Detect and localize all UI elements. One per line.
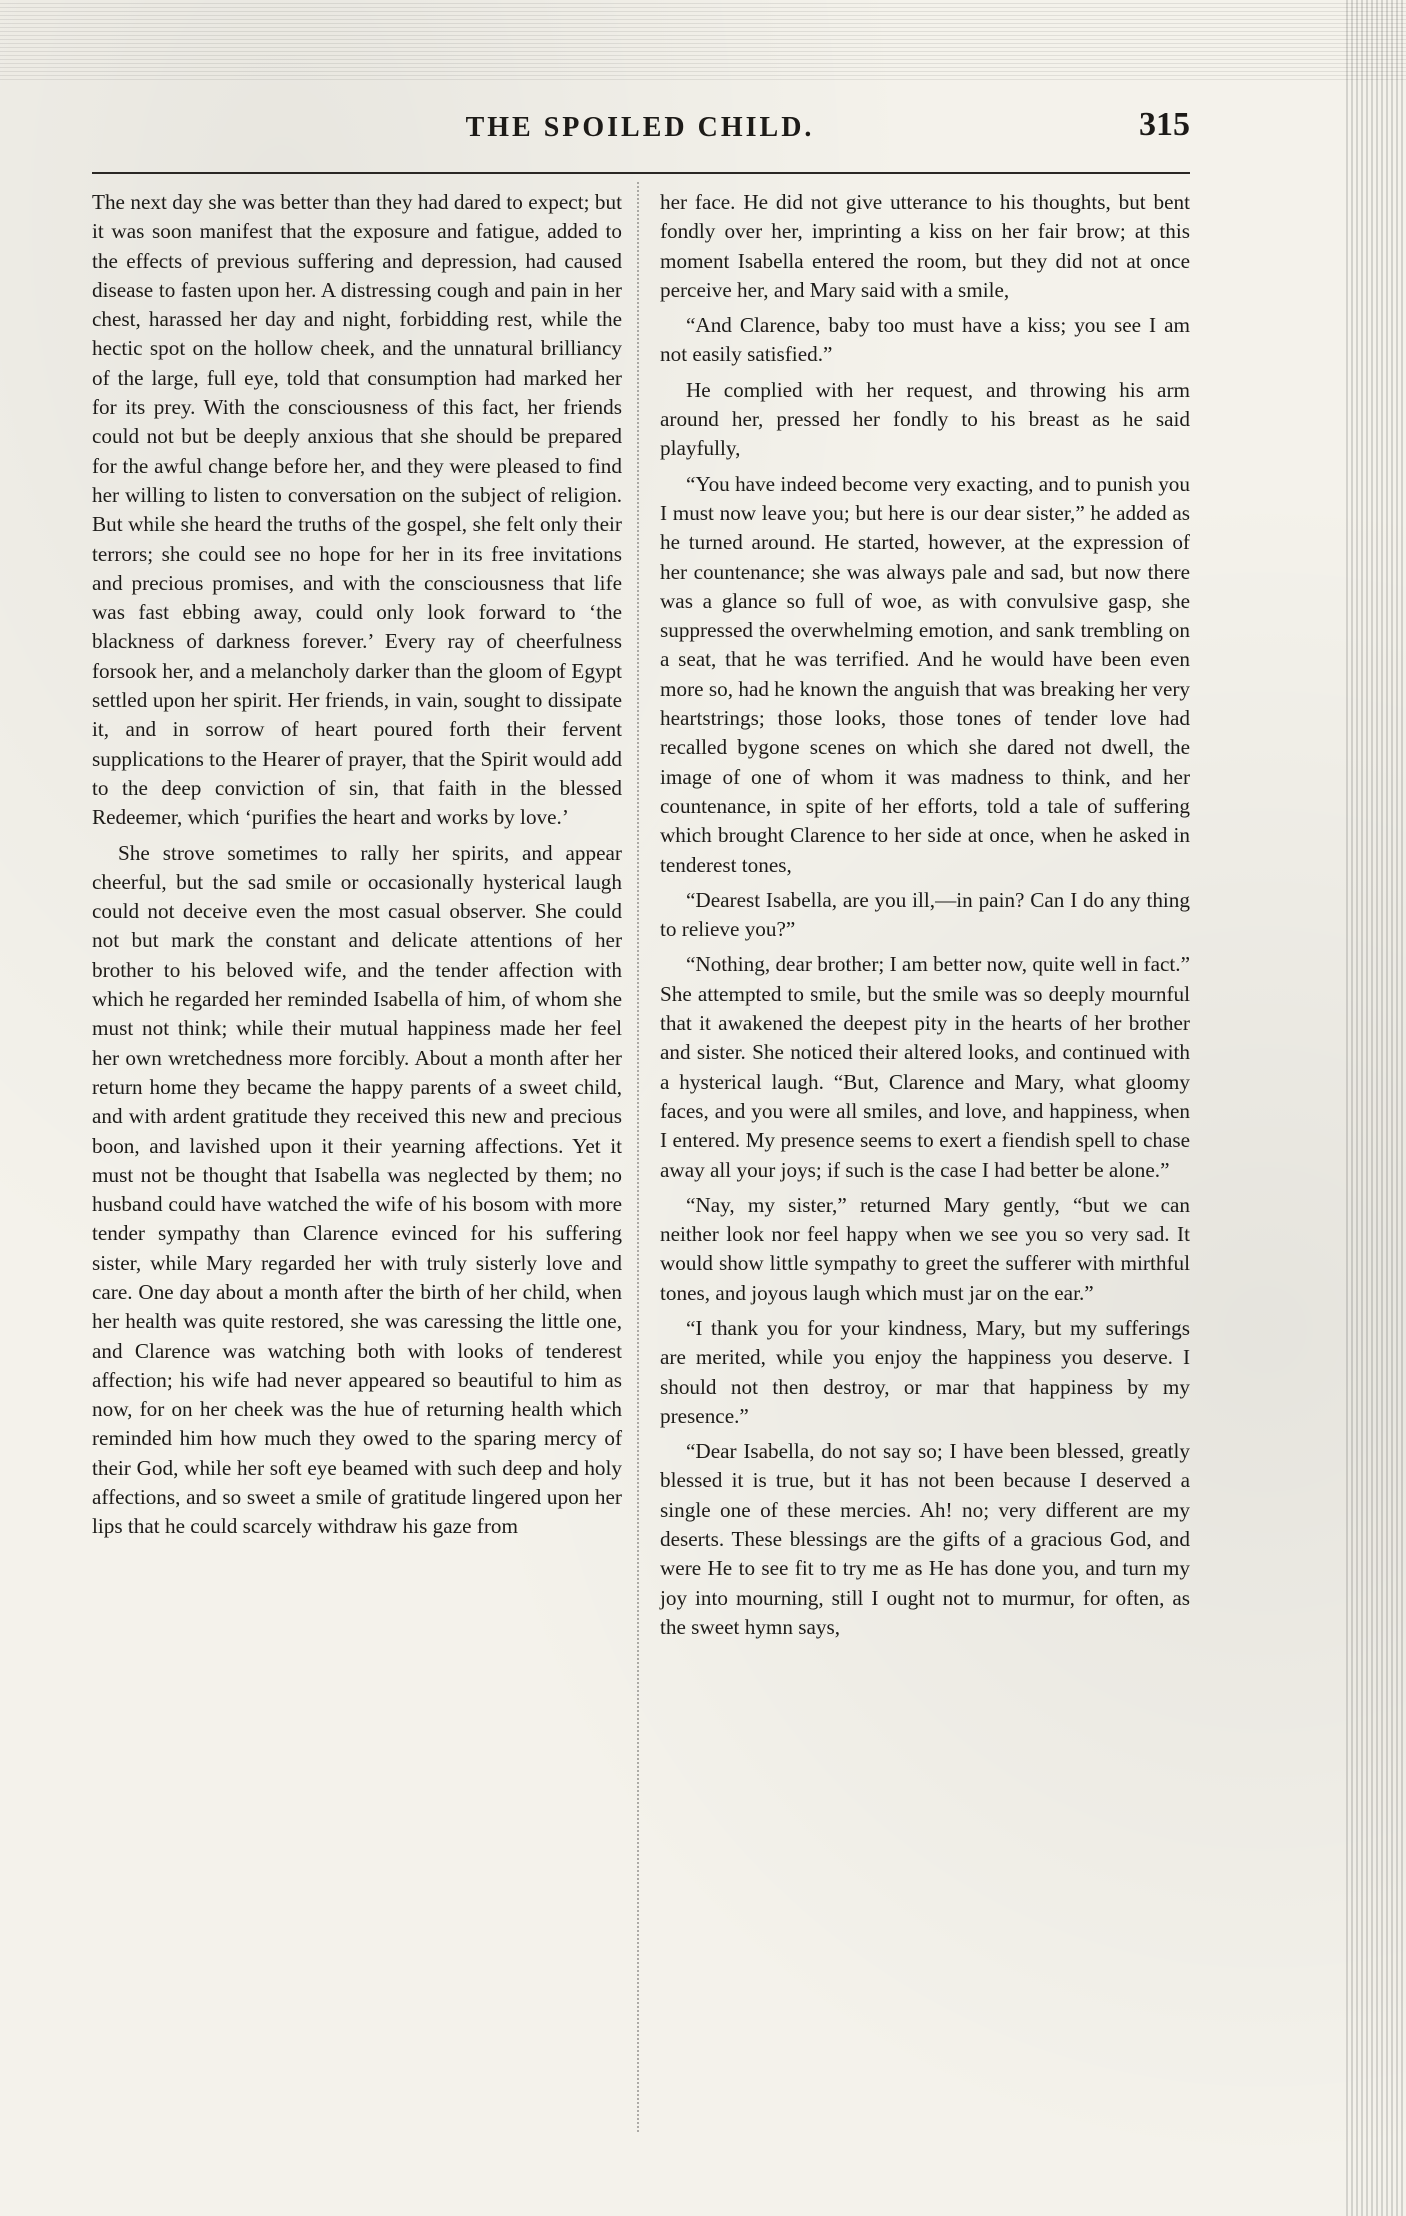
paragraph: “Nay, my sister,” returned Mary gently, “but we can neither look nor feel happy when we see you so very sad. It would show little sympathy to greet the sufferer with mirthful tones, and joyous laugh which must jar on the ear.” [660,1192,1190,1305]
paragraph: “I thank you for your kindness, Mary, but my sufferings are merited, while you enjoy the happiness you deserve. I should not then destroy, or mar that happiness by my presence.” [660,1315,1190,1428]
paragraph: “And Clarence, baby too must have a kiss; you see I am not easily satisfied.” [660,313,1190,367]
paragraph: “Dear Isabella, do not say so; I have been blessed, greatly blessed it is true, but it has not been because I deserved a single one of these mercies. Ah! no; very different are my deserts. These blessings are the gifts of a gracious God, and were He to see fit to try me as He has done you, and turn my joy into mourning, still I ought not to murmur, for often, as the sweet hymn says, [660,1439,1190,1639]
scan-edge-top [0,0,1406,80]
page-header [90,100,1190,160]
page-number: 315 [1139,106,1190,143]
paragraph: “You have indeed become very exacting, and to punish you I must now leave you; but here is our dear sister,” he added as he turned around. He started, however, at the expression of her countenance; she was always pale and sad, but now there was a glance so full of woe, as with convulsive gasp, she suppressed the overwhelming emotion, and sank trembling on a seat, that he was terrified. And he would have been even more so, had he known the anguish that was breaking her very heartstrings; those looks, those tones of tender love had recalled bygone scenes on which she dared not dwell, the image of one of whom it was madness to think, and her countenance, in spite of her efforts, told a tale of suffering which brought Clarence to her side at once, when he asked in tenderest tones, [660,471,1190,877]
running-title: THE SPOILED CHILD. [465,112,815,143]
header-rule [92,172,1190,174]
paragraph: He complied with her request, and throwing his arm around her, pressed her fondly to his breast as he said playfully, [660,377,1190,461]
paragraph: The next day she was better than they had dared to expect; but it was soon manifest that the exposure and fatigue, added to the effects of previous suffering and depression, had caused disease to fasten upon her. A distressing cough and pain in her chest, harassed her day and night, forbidding rest, while the hectic spot on the hollow cheek, and the unnatural brilliancy of the large, full eye, told that consumption had marked her for its prey. With the consciousness of this fact, her friends could not but be deeply anxious that she should be prepared for the awful change before her, and they were pleased to find her willing to listen to conversation on the subject of religion. But while she heard the truths of the gospel, she felt only their terrors; she could see no hope for her in its free invitations and precious promises, and with the consciousness that life was fast ebbing away, could only look forward to ‘the blackness of darkness forever.’ Every ray of cheerfulness forsook her, and a melancholy darker than the gloom of Egypt settled upon her spirit. Her friends, in vain, sought to dissipate it, and in sorrow of heart poured forth their fervent supplications to the Hearer of prayer, that the Spirit would add to the deep conviction of sin, that faith in the blessed Redeemer, which ‘purifies the heart and works by love.’ [92,190,622,830]
scan-edge-right [1346,0,1406,2216]
paragraph: She strove sometimes to rally her spirits, and appear cheerful, but the sad smile or occasionally hysterical laugh could not deceive even the most casual observer. She could not but mark the constant and delicate attentions of her brother to his beloved wife, and the tender affection with which he regarded her reminded Isabella of him, of whom she must not think; while their mutual happiness made her feel her own wretchedness more forcibly. About a month after her return home they became the happy parents of a sweet child, and with ardent gratitude they received this new and precious boon, and lavished upon it their yearning affections. Yet it must not be thought that Isabella was neglected by them; no husband could have watched the wife of his bosom with more tender sympathy than Clarence evinced for his suffering sister, while Mary regarded her with truly sisterly love and care. One day about a month after the birth of her child, when her health was quite restored, she was caressing the little one, and Clarence was watching both with looks of tenderest affection; his wife had never appeared so beautiful to him as now, for on her cheek was the hue of returning health which reminded him how much they owed to the sparing mercy of their God, while her soft eye beamed with such deep and holy affections, and so sweet a smile of gratitude lingered upon her lips that he could scarcely withdraw his gaze from [92,840,622,1539]
column-divider [637,182,639,2132]
left-column [92,188,622,1548]
paragraph: her face. He did not give utterance to his thoughts, but bent fondly over her, imprinting a kiss on her fair brow; at this moment Isabella entered the room, but they did not at once perceive her, and Mary said with a smile, [660,190,1190,302]
paragraph: “Nothing, dear brother; I am better now, quite well in fact.” She attempted to smile, but the smile was so deeply mournful that it awakened the deepest pity in the hearts of her brother and sister. She noticed their altered looks, and continued with a hysterical laugh. “But, Clarence and Mary, what gloomy faces, and you were all smiles, and love, and happiness, when I entered. My presence seems to exert a fiendish spell to chase away all your joys; if such is the case I had better be alone.” [660,952,1190,1182]
right-column [660,188,1190,1648]
paragraph: “Dearest Isabella, are you ill,—in pain? Can I do any thing to relieve you?” [660,887,1190,942]
